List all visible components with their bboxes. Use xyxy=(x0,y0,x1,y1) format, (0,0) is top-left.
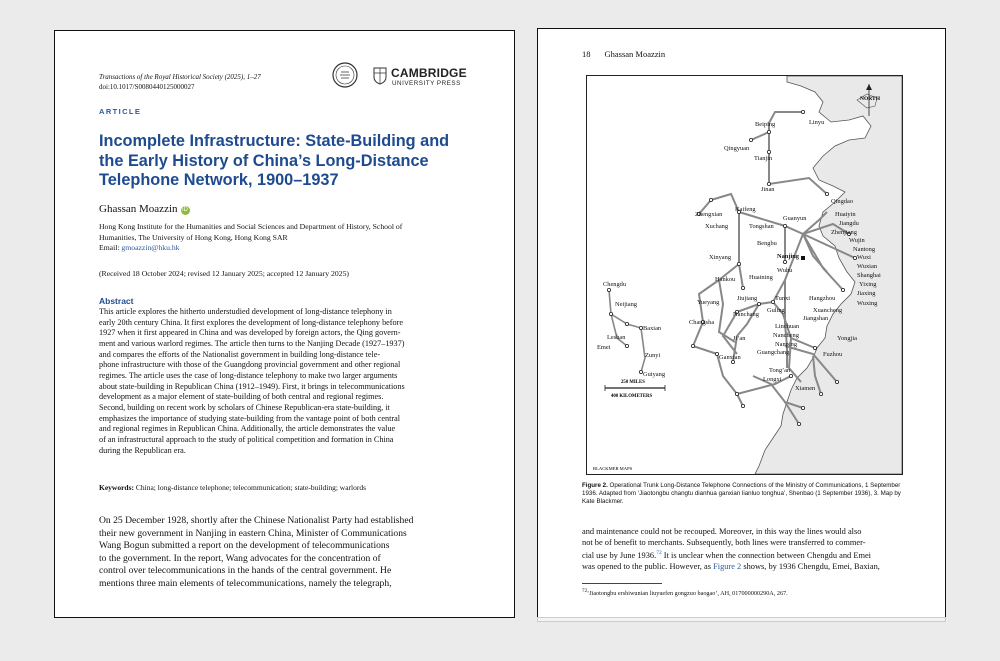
title-line: Telephone Network, 1900–1937 xyxy=(99,171,339,189)
inset-city-label: Chengdu xyxy=(603,281,627,288)
abstract-line: regimes. The article uses the case of long-distance telephony to make two larger arguments xyxy=(99,370,398,380)
doi: doi:10.1017/S0080440125000027 xyxy=(99,82,195,91)
abstract-line: development as a major element of state-building of both central and regional regimes. xyxy=(99,392,384,402)
title-line: Incomplete Infrastructure: State-Building and xyxy=(99,132,450,150)
city-label: Huaining xyxy=(749,274,773,281)
city-label: Hangzhou xyxy=(809,295,836,302)
city-label: Shanghai xyxy=(857,272,881,279)
city-label: Zhengxian xyxy=(695,211,723,218)
author xyxy=(99,203,190,215)
abstract-line: 1927 when it first appeared in China and was developed by foreign actors, the Qing govern- xyxy=(99,328,401,338)
publisher-name: CAMBRIDGE xyxy=(391,66,467,80)
body-line: to the government. In the report, Wang advocates for the concentration of xyxy=(99,552,381,564)
city-label: Tong’an xyxy=(769,367,791,374)
cambridge-shield-icon xyxy=(373,67,387,85)
map-svg xyxy=(587,76,902,474)
inset-city-label: Neijiang xyxy=(615,301,638,308)
city-label: Jinan xyxy=(761,186,775,193)
city-label: Beiping xyxy=(755,121,776,128)
city-label: Zhenjiang xyxy=(831,229,857,236)
footnote-text: ‘Jiaotongbu ershiwunian liuyuefen gongzuo baogao’, AH, 017000000290A, 267. xyxy=(587,590,788,598)
city-label: Guanyun xyxy=(783,215,807,222)
figure-link[interactable]: Figure 2 xyxy=(713,562,742,572)
affiliation xyxy=(99,222,499,254)
body-line: On 25 December 1928, shortly after the Chinese Nationalist Party had established xyxy=(99,515,414,526)
footnote xyxy=(582,588,788,597)
figure-caption xyxy=(582,482,912,507)
city-label: Nancheng xyxy=(773,332,799,339)
city-label: Longxi xyxy=(763,376,782,383)
body-line: and maintenance could not be recouped. Moreover, in this way the lines would also xyxy=(582,527,862,536)
body-line: mentions three main elements of telecommunications, namely the telegraph, xyxy=(99,577,392,589)
city-label: Yixing xyxy=(859,281,877,288)
city-label: Hankou xyxy=(715,276,736,283)
publisher-sub: UNIVERSITY PRESS xyxy=(392,80,461,87)
capital-label: Nanjing xyxy=(776,253,799,260)
inset-city-label: Baxian xyxy=(643,325,662,332)
inset-labels xyxy=(597,281,666,378)
journal-citation: Transactions of the Royal Historical Society (2025), 1–27 xyxy=(99,73,261,81)
city-label: Guling xyxy=(767,307,785,314)
city-label: Linyu xyxy=(809,119,825,126)
affiliation-line: Hong Kong Institute for the Humanities and Social Sciences and Department of History, School of xyxy=(99,222,403,231)
abstract-line: Second, building on recent work by scholars of Chinese Republican-era state-building, it xyxy=(99,402,390,412)
inset-city-label: Emei xyxy=(597,344,611,351)
city-label: Guangchang xyxy=(757,349,790,356)
city-label: Linchuan xyxy=(775,323,800,330)
city-label: Jiangdu xyxy=(839,220,859,227)
received-dates: (Received 18 October 2024; revised 12 January 2025; accepted 12 January 2025) xyxy=(99,269,349,278)
body-line: cial use by June 1936.72 It is unclear when the connection between Chengdu and Emei xyxy=(582,550,872,561)
email-link[interactable]: gmoazzin@hku.hk xyxy=(121,243,180,252)
inset-city-label: Zunyi xyxy=(645,352,661,359)
city-label: Wuxing xyxy=(857,300,878,307)
abstract-line: early 20th century China. It first explores the development of long-distance telephony before xyxy=(99,317,403,327)
footnote-number: 72 xyxy=(582,588,588,594)
email-line: Email: gmoazzin@hku.hk xyxy=(99,243,180,252)
abstract-heading: Abstract xyxy=(99,296,134,306)
city-label: Nantong xyxy=(853,246,876,253)
title-line: the Early History of China’s Long-Distance xyxy=(99,151,429,170)
city-label: Jiaxing xyxy=(857,290,876,297)
body-line: Wang Bogun submitted a report on the development of telecommunications xyxy=(99,540,390,551)
city-label: Wujin xyxy=(849,237,865,244)
body-text xyxy=(99,515,465,590)
abstract-line: emphasizes the importance of studying state-building from the vantage point of both central xyxy=(99,413,401,423)
city-label: Nanchang xyxy=(733,311,759,318)
body-line: control over telecommunications in the hands of the central government. He xyxy=(99,565,392,576)
city-label: Jiangshan xyxy=(803,315,829,322)
scale-bar xyxy=(605,380,665,399)
city-label: Fuzhou xyxy=(823,351,843,358)
abstract-line: about state-building in Republican China (1912–1949). First, it brings in telecommunications xyxy=(99,381,405,391)
scale-km: 400 KILOMETERS xyxy=(611,394,653,399)
inset-city-label: Guiyang xyxy=(643,371,666,378)
city-label: Tunxi xyxy=(775,295,791,302)
city-label: Huaiyin xyxy=(835,211,856,218)
next-page-edge xyxy=(537,617,946,622)
scale-miles: 250 MILES xyxy=(621,380,645,385)
city-label: Xinyang xyxy=(709,254,732,261)
affiliation-line: Humanities, The University of Hong Kong, Hong Kong SAR xyxy=(99,232,288,242)
abstract-line: ment and various warlord regimes. The article then turns to the Nanjing Decade (1927–1937) xyxy=(99,338,405,348)
city-label: Qingyuan xyxy=(724,145,750,152)
city-label: Changsha xyxy=(689,319,715,326)
abstract-text xyxy=(99,307,469,456)
right-page xyxy=(537,28,946,618)
capital-marker xyxy=(801,256,805,260)
city-label: Wuxian xyxy=(857,263,877,270)
city-label: Wuxi xyxy=(857,254,871,261)
city-label: Xuchang xyxy=(705,223,729,230)
city-label: Nanping xyxy=(775,341,798,348)
map-credit: BLACKMER MAPS xyxy=(593,466,633,471)
body-line: their new government in Nanjing in eastern China, Minister of Communications xyxy=(99,527,407,539)
abstract-line: of an infrastructural approach to the study of political competition and formation in China xyxy=(99,434,394,444)
orcid-icon[interactable]: iD xyxy=(182,207,188,213)
city-label: Xuancheng xyxy=(813,307,843,314)
abstract-line: and regional regimes in Republican China. Additionally, the article demonstrates the value xyxy=(99,424,396,434)
section-label: ARTICLE xyxy=(99,107,142,116)
telephone-network-map xyxy=(586,75,903,475)
abstract-line: phone infrastructure with those of the Guangdong provincial government and other regional xyxy=(99,360,401,370)
abstract-line: and compares the efforts of the Nationalist government in building long-distance tele- xyxy=(99,349,381,359)
city-label: Qingdao xyxy=(831,198,854,205)
body-text-right xyxy=(582,526,908,573)
abstract-line: during the Republican era. xyxy=(99,445,186,455)
caption-text: Operational Trunk Long-Distance Telephone Connections of the Ministry of Communications, 1 September 1936. Adapted from ‘Jiaotongbu changtu dianhua ganxian lianluo tonghua’, Shenbao (1 September 1936), 3. Map by Kate Blackmer. xyxy=(582,482,901,506)
city-label: Xiamen xyxy=(795,385,816,392)
running-author: Ghassan Moazzin xyxy=(604,49,666,59)
city-label: Ji’an xyxy=(733,335,746,342)
city-label: Jiujiang xyxy=(737,295,758,302)
city-label: Wuhu xyxy=(777,267,793,274)
city-label: Yongjia xyxy=(837,335,857,342)
left-page xyxy=(54,30,515,618)
running-header xyxy=(582,49,665,59)
keywords-list: China; long-distance telephone; telecommunication; state-building; warlords xyxy=(134,483,367,492)
article-title xyxy=(99,132,479,191)
page-number: 18 xyxy=(582,49,591,59)
city-label: Yueyang xyxy=(697,299,720,306)
city-label: Kaifeng xyxy=(735,206,756,213)
body-line: was opened to the public. However, as Figure 2 shows, by 1936 Chengdu, Emei, Baxian, xyxy=(582,562,880,572)
keywords xyxy=(99,483,479,492)
abstract-line: This article explores the hitherto understudied development of long-distance telephony in xyxy=(99,307,392,316)
keywords-label: Keywords: xyxy=(99,483,134,492)
journal-header xyxy=(99,73,261,92)
body-line: not be of benefit to merchants. Subsequently, both lines were transferred to commer- xyxy=(582,538,866,548)
city-label: Tianjin xyxy=(754,155,773,162)
north-label: NORTH xyxy=(860,96,880,102)
author-name: Ghassan Moazzin xyxy=(99,203,178,215)
footnote-rule xyxy=(582,583,662,584)
city-label: Ganxian xyxy=(719,354,741,361)
city-label: Tongshan xyxy=(749,223,774,230)
footnote-ref[interactable]: 72 xyxy=(656,550,662,557)
caption-label: Figure 2. xyxy=(582,482,608,489)
inset-city-label: Leshan xyxy=(607,334,626,341)
society-seal-icon xyxy=(332,62,358,88)
city-label: Bengbu xyxy=(757,240,777,247)
